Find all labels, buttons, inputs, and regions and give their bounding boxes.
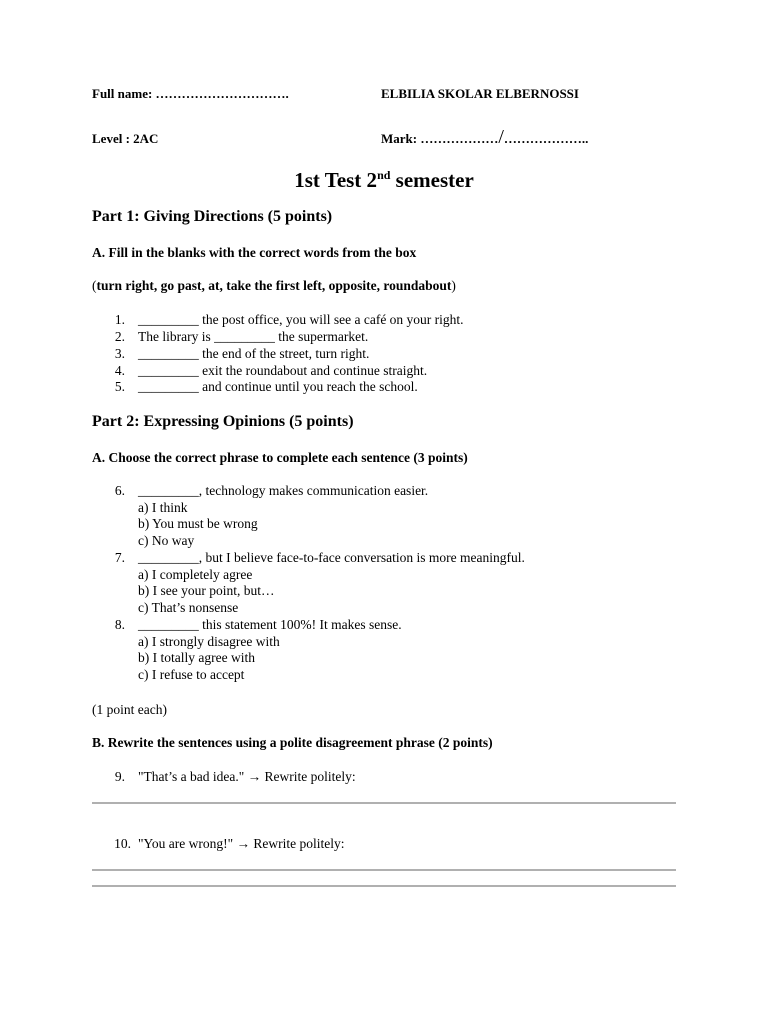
question-number: 8. (114, 617, 125, 632)
option-b: b) I totally agree with (138, 650, 255, 665)
item-text: _________ exit the roundabout and continue straight. (138, 363, 428, 378)
full-name-field: Full name: …………………………. (92, 86, 289, 101)
item-text: The library is _________ the supermarket. (138, 329, 369, 344)
part2-heading: Part 2: Expressing Opinions (5 points) (92, 413, 354, 430)
item-text: _________ the post office, you will see a café on your right. (138, 312, 464, 327)
part2-section-a: A. Choose the correct phrase to complete each sentence (3 points) (92, 450, 468, 465)
answer-line[interactable] (92, 885, 676, 887)
title-main: 1st Test 2 (294, 168, 378, 192)
point-note: (1 point each) (92, 702, 167, 717)
answer-line[interactable] (92, 802, 676, 804)
question-number: 6. (114, 483, 125, 498)
option-c: c) That’s nonsense (138, 600, 239, 615)
option-a: a) I strongly disagree with (138, 634, 280, 649)
item-number: 5. (114, 379, 125, 394)
part1-heading: Part 1: Giving Directions (5 points) (92, 208, 333, 225)
item-text: _________ the end of the street, turn right. (138, 346, 370, 361)
option-b: b) You must be wrong (138, 516, 258, 531)
question-number: 9. (114, 769, 125, 784)
question-text: "That’s a bad idea." → Rewrite politely: (138, 769, 356, 784)
word-box-close: ) (451, 278, 456, 293)
word-box-words: turn right, go past, at, take the first left, opposite, roundabout (96, 278, 452, 293)
item-number: 2. (114, 329, 125, 344)
mark-field (381, 126, 588, 149)
test-title (0, 168, 768, 193)
mark-slash: / (498, 126, 504, 148)
word-box-open: ( (92, 278, 97, 293)
item-text: _________ and continue until you reach the school. (138, 379, 418, 394)
option-c: c) I refuse to accept (138, 667, 245, 682)
question-text: _________, but I believe face-to-face conversation is more meaningful. (138, 550, 525, 565)
mark-suffix: ……………….. (503, 131, 589, 146)
title-superscript: nd (377, 168, 391, 182)
word-box (92, 278, 456, 294)
item-number: 4. (114, 363, 125, 378)
school-name: ELBILIA SKOLAR ELBERNOSSI (381, 86, 579, 101)
answer-line[interactable] (92, 869, 676, 871)
question-number: 7. (114, 550, 125, 565)
title-end: semester (390, 168, 474, 192)
level-label: Level : 2AC (92, 131, 159, 146)
question-number: 10. (114, 836, 131, 851)
option-b: b) I see your point, but… (138, 583, 275, 598)
part1-section-a: A. Fill in the blanks with the correct words from the box (92, 245, 417, 260)
item-number: 3. (114, 346, 125, 361)
question-text: _________ this statement 100%! It makes sense. (138, 617, 402, 632)
item-number: 1. (114, 312, 125, 327)
option-a: a) I think (138, 500, 188, 515)
option-c: c) No way (138, 533, 195, 548)
mark-prefix: Mark: ……………… (381, 131, 499, 146)
part2-section-b: B. Rewrite the sentences using a polite disagreement phrase (2 points) (92, 735, 493, 750)
question-text: _________, technology makes communication easier. (138, 483, 429, 498)
option-a: a) I completely agree (138, 567, 253, 582)
question-text: "You are wrong!" → Rewrite politely: (138, 836, 345, 851)
